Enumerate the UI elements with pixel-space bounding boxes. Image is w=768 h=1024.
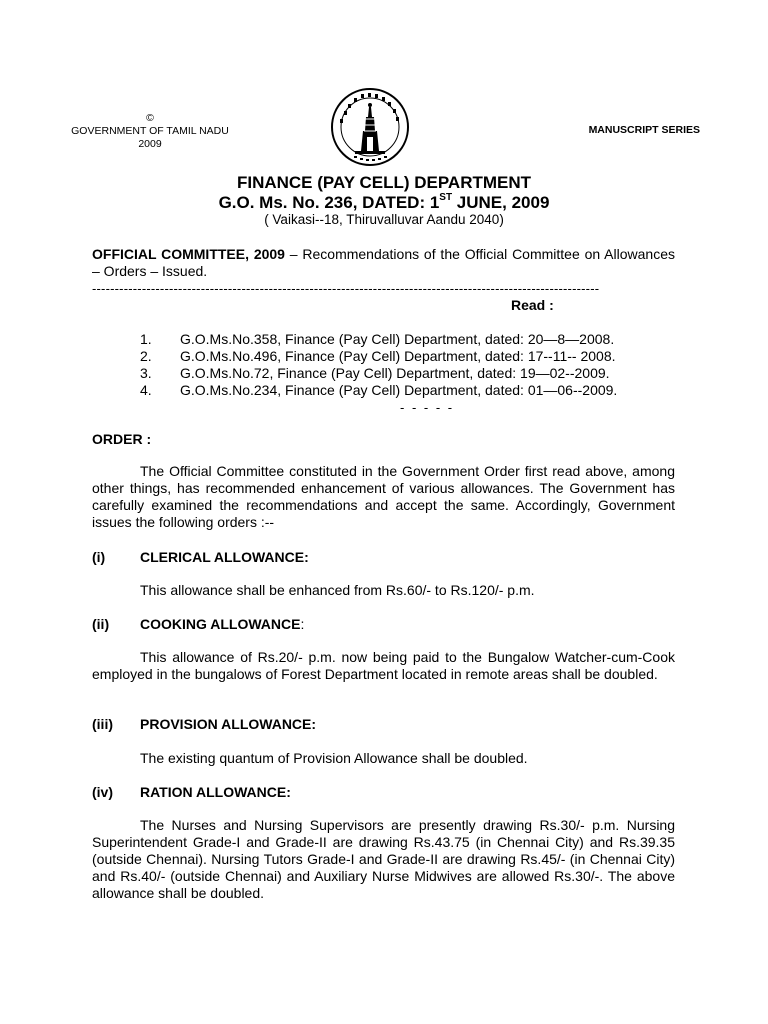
- publisher-block: [60, 112, 240, 151]
- reference-text: G.O.Ms.No.358, Finance (Pay Cell) Department, dated: 20—8—2008.: [180, 331, 615, 347]
- subject-rest: – Recommendations of the Official Committee on Allowances – Orders – Issued.: [92, 246, 675, 279]
- reference-item: [140, 348, 617, 365]
- publication-year: 2009: [138, 138, 162, 150]
- dashed-divider: ----------------------------------------------------------------------------------------------------------------: [92, 281, 600, 296]
- reference-text: G.O.Ms.No.234, Finance (Pay Cell) Department, dated: 01—06--2009.: [180, 382, 618, 398]
- reference-number: 2.: [140, 348, 152, 364]
- section-title: CLERICAL ALLOWANCE:: [140, 549, 309, 565]
- section-title: RATION ALLOWANCE:: [140, 784, 291, 800]
- reference-number: 4.: [140, 382, 152, 398]
- section-heading-clerical: [92, 549, 309, 565]
- subject-bold: OFFICIAL COMMITTEE, 2009: [92, 246, 285, 262]
- go-suffix: JUNE, 2009: [452, 193, 550, 212]
- section-title-colon: :: [300, 616, 305, 632]
- section-number: (iv): [92, 784, 113, 800]
- reference-item: [140, 331, 617, 348]
- reference-text: G.O.Ms.No.72, Finance (Pay Cell) Department, dated: 19—02--2009.: [180, 365, 610, 381]
- reference-list: [140, 331, 617, 399]
- tamil-nadu-emblem-icon: [330, 87, 410, 167]
- manuscript-series-label: MANUSCRIPT SERIES: [588, 124, 700, 136]
- go-prefix: G.O. Ms. No. 236, DATED: 1: [218, 193, 440, 212]
- reference-separator: - - - - -: [400, 400, 455, 415]
- go-number-line: [0, 192, 768, 213]
- order-paragraph: The Official Committee constituted in the Government Order first read above, among other things, has recommended enhancement of various allowances. The Government has carefully examined the recommendations and accept the same. Accordingly, Government issues the following orders :--: [92, 463, 675, 530]
- section-text-clerical: This allowance shall be enhanced from Rs.60/- to Rs.120/- p.m.: [140, 582, 535, 598]
- section-number: (ii): [92, 616, 110, 632]
- section-heading-provision: [92, 716, 316, 732]
- reference-number: 3.: [140, 365, 152, 381]
- reference-item: [140, 382, 617, 399]
- government-name: GOVERNMENT OF TAMIL NADU: [71, 125, 229, 137]
- copyright-symbol: ©: [146, 112, 154, 124]
- reference-text: G.O.Ms.No.496, Finance (Pay Cell) Department, dated: 17--11-- 2008.: [180, 348, 616, 364]
- section-heading-cooking: [92, 616, 304, 632]
- go-superscript: ST: [439, 192, 453, 203]
- order-heading: ORDER :: [92, 431, 152, 447]
- section-title: COOKING ALLOWANCE: [140, 616, 301, 632]
- subject-paragraph: [92, 246, 675, 280]
- section-heading-ration: [92, 784, 291, 800]
- section-number: (iii): [92, 716, 113, 732]
- reference-item: [140, 365, 617, 382]
- section-title: PROVISION ALLOWANCE:: [140, 716, 317, 732]
- section-number: (i): [92, 549, 106, 565]
- section-text-provision: The existing quantum of Provision Allowance shall be doubled.: [140, 750, 528, 766]
- department-title: FINANCE (PAY CELL) DEPARTMENT: [236, 173, 532, 192]
- section-text-cooking: This allowance of Rs.20/- p.m. now being paid to the Bungalow Watcher-cum-Cook employed in the bungalows of Forest Department located in remote areas shall be doubled.: [92, 649, 675, 682]
- section-text-ration: The Nurses and Nursing Supervisors are presently drawing Rs.30/- p.m. Nursing Superintendent Grade-I and Grade-II are drawing Rs.43.75 (in Chennai City) and Rs.39.35 (outside Chennai). Nursing Tutors Grade-I and Grade-II are drawing Rs.45/- (in Chennai City) and Rs.40/- (outside Chennai) and Auxiliary Nurse Midwives are allowed Rs.30/-. The above allowance shall be doubled.: [92, 817, 675, 901]
- tamil-date: ( Vaikasi--18, Thiruvalluvar Aandu 2040): [264, 212, 504, 227]
- reference-number: 1.: [140, 331, 152, 347]
- read-label: Read :: [511, 297, 554, 313]
